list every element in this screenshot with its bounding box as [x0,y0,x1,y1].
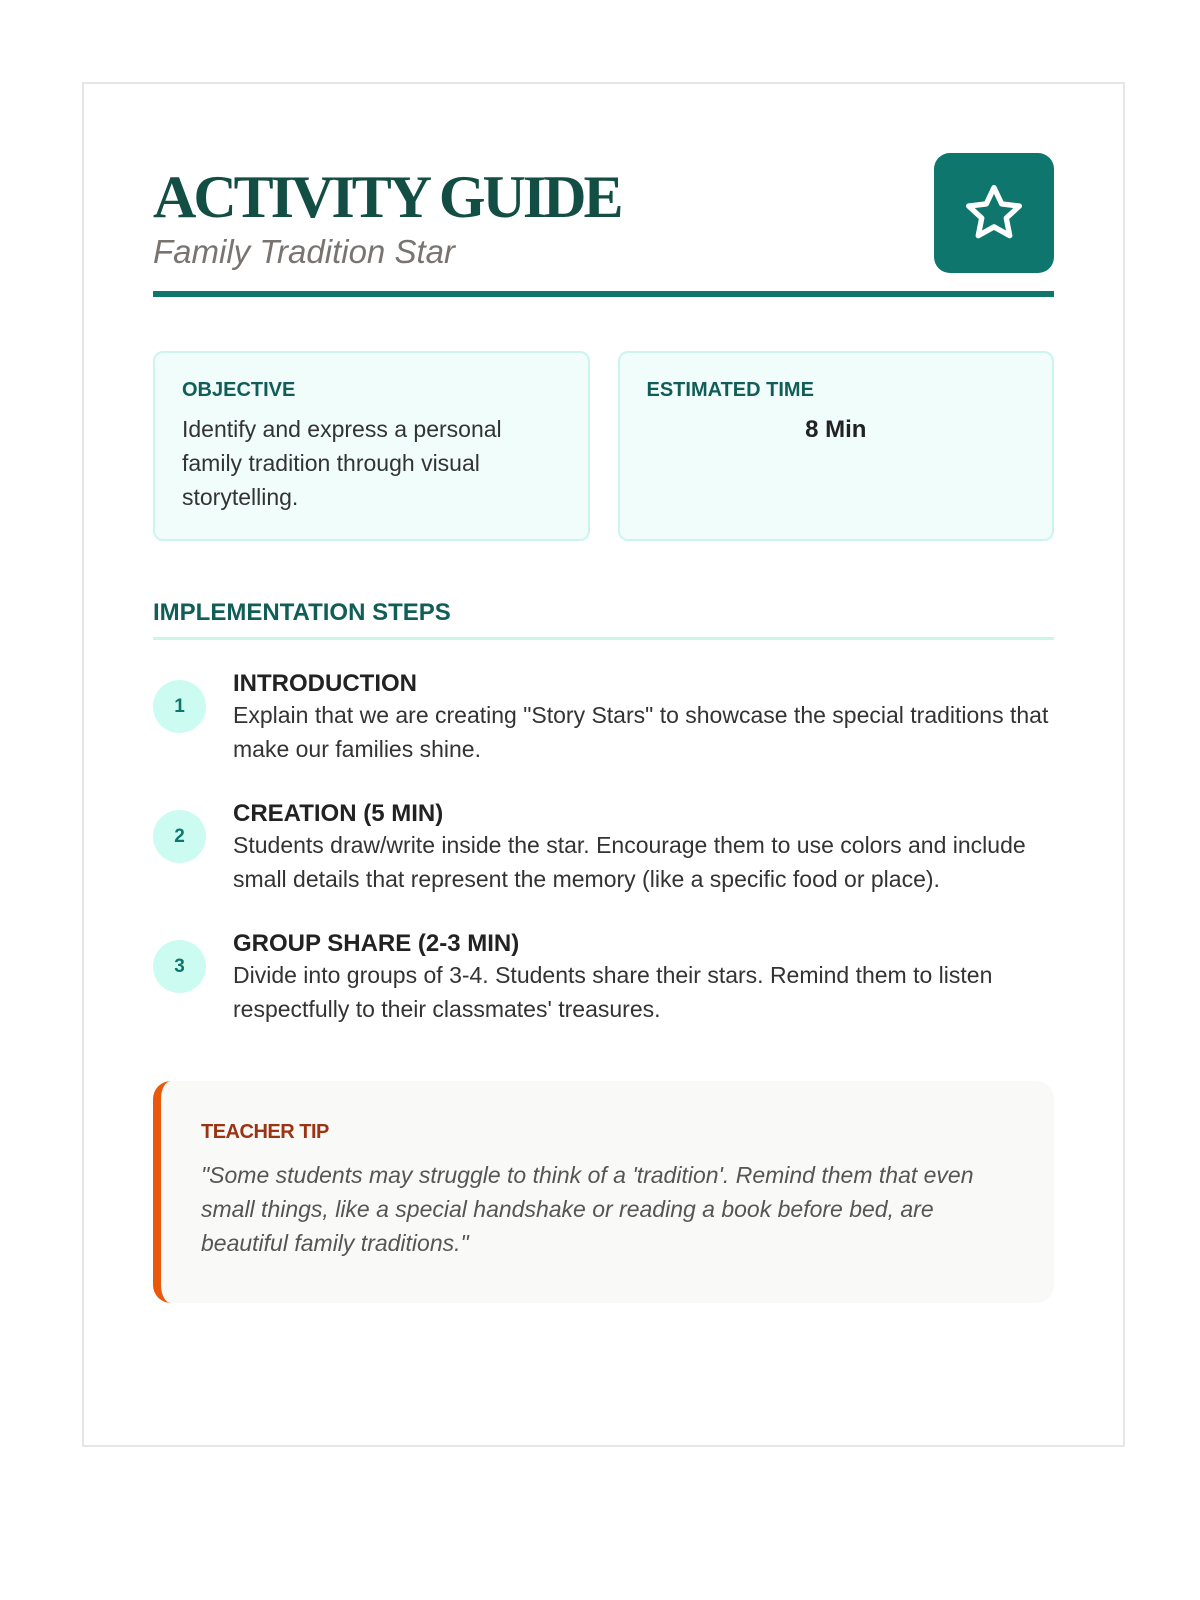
step-title: GROUP SHARE (2-3 MIN) [233,930,520,957]
teacher-tip-label: TEACHER TIP [201,1121,329,1143]
time-value: 8 Min [805,416,867,443]
objective-text: Identify and express a personal family tradition through visual storytelling. [182,416,502,510]
step-item [153,930,1054,1026]
step-text: Students draw/write inside the star. Encourage them to use colors and include small details that represent the memory (like a specific food or place). [233,832,1026,892]
time-box [618,351,1055,541]
steps-list [153,670,1054,1026]
step-item [153,800,1054,896]
page-subtitle: Family Tradition Star [153,233,455,270]
objective-label: OBJECTIVE [182,379,296,401]
activity-guide-card [82,82,1125,1447]
step-title: INTRODUCTION [233,670,417,697]
star-icon [962,181,1026,245]
teacher-tip-text: "Some students may struggle to think of a 'tradition'. Remind them that even small things, like a special handshake or reading a book before bed, are beautiful family traditions." [201,1162,974,1256]
step-text: Divide into groups of 3-4. Students share their stars. Remind them to listen respectfully to their classmates' treasures. [233,962,993,1022]
step-title: CREATION (5 MIN) [233,800,444,827]
time-label: ESTIMATED TIME [646,379,814,401]
teacher-tip-box [153,1081,1054,1303]
step-number: 3 [153,940,206,993]
star-badge [934,153,1054,273]
header-divider [153,291,1054,297]
objective-box [153,351,590,541]
page-title: ACTIVITY GUIDE [153,164,621,230]
steps-heading: IMPLEMENTATION STEPS [153,599,1054,640]
step-number: 1 [153,680,206,733]
step-item [153,670,1054,766]
header [153,153,1054,291]
step-text: Explain that we are creating "Story Stars" to showcase the special traditions that make our families shine. [233,702,1049,762]
step-number: 2 [153,810,206,863]
